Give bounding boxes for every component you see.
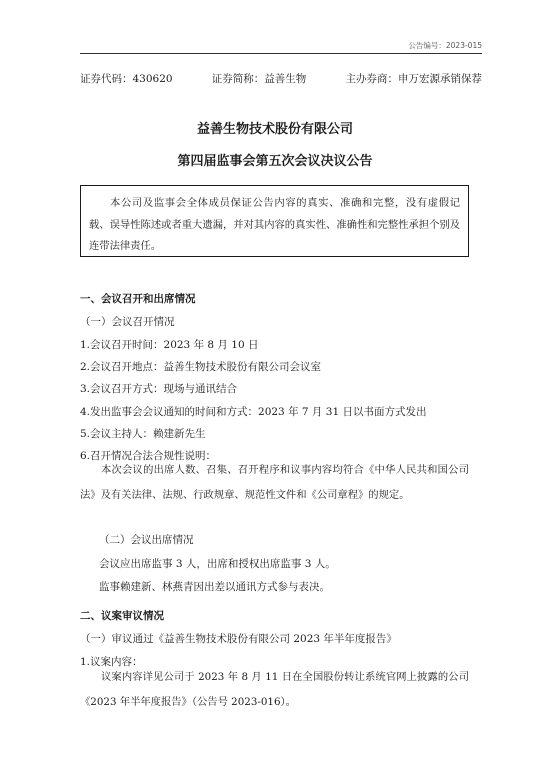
- meeting-method: 3.会议召开方式：现场与通讯结合: [80, 383, 238, 395]
- remote-attendance: 监事赖建新、林燕青因出差以通讯方式参与表决。: [99, 581, 330, 593]
- securities-short-name: 证券简称：益善生物: [211, 73, 307, 85]
- attendance-count: 会议应出席监事 3 人，出席和授权出席监事 3 人。: [99, 558, 336, 570]
- subsection-attendance: （二）会议出席情况: [99, 534, 194, 546]
- section-heading-proposals: 二、议案审议情况: [80, 610, 164, 622]
- proposal-content-paragraph: 议案内容详见公司于 2023 年 8 月 11 日在全国股份转让系统官网上披露的公司《2023 年半年度报告》（公告号 2023-016）。: [80, 671, 469, 708]
- disclaimer-box: 本公司及监事会全体成员保证公告内容的真实、准确和完整，没有虚假记载、误导性陈述或者重大遗漏，并对其内容的真实性、准确性和完整性承担个别及连带法律责任。: [80, 185, 469, 257]
- announcement-number: 公告编号：2023-015: [408, 41, 482, 50]
- legality-paragraph: 本次会议的出席人数、召集、召开程序和议事内容均符合《中华人民共和国公司法》及有关法律、法规、行政规章、规范性文件和《公司章程》的规定。: [80, 464, 469, 501]
- notice-time-method: 4.发出监事会会议通知的时间和方式：2023 年 7 月 31 日以书面方式发出: [80, 406, 427, 418]
- announcement-title: 第四届监事会第五次会议决议公告: [177, 154, 373, 169]
- section-heading-meeting: 一、会议召开和出席情况: [80, 293, 196, 305]
- lead-broker: 主办券商：申万宏源承销保荐: [345, 73, 482, 85]
- company-title: 益善生物技术股份有限公司: [196, 122, 353, 137]
- meeting-chair: 5.会议主持人：赖建新先生: [80, 428, 206, 440]
- proposal-one-title: （一）审议通过《益善生物技术股份有限公司 2023 年半年度报告》: [80, 633, 397, 645]
- securities-code: 证券代码：430620: [80, 73, 173, 85]
- meeting-time: 1.会议召开时间：2023 年 8 月 10 日: [80, 339, 259, 351]
- meeting-location: 2.会议召开地点：益善生物技术股份有限公司会议室: [80, 361, 322, 373]
- proposal-content-label: 1.议案内容：: [80, 656, 143, 668]
- securities-info: [80, 71, 482, 86]
- header-rule: [80, 53, 482, 54]
- subsection-convening: （一）会议召开情况: [80, 316, 175, 328]
- legality-label: 6.召开情况合法合规性说明：: [80, 450, 217, 462]
